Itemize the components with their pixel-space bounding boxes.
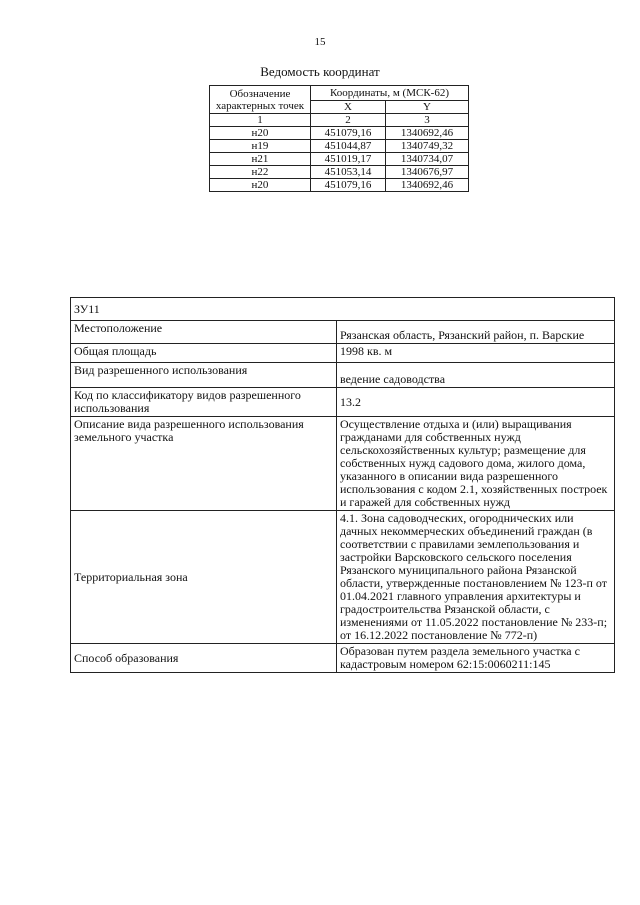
location-label: Местоположение (71, 321, 337, 344)
territorial-zone-row (71, 511, 615, 644)
y-value: 1340734,07 (385, 153, 468, 166)
coordinate-row (210, 153, 469, 166)
coordinates-header-row (210, 86, 469, 101)
y-value: 1340749,32 (385, 140, 468, 153)
coords-label-header: Координаты, м (МСК-62) (311, 86, 469, 101)
classifier-code-label: Код по классификатору видов разрешенного использования (71, 388, 337, 417)
use-description-value: Осуществление отдыха и (или) выращивания гражданами для собственных нужд сельскохозяйственных культур; размещение для собственных нужд садового дома, жилого дома, указанного в описании вида разрешенного использования с кодом 2.1, хозяйственных построек и гаражей для собственных нужд (337, 417, 615, 511)
territorial-zone-value: 4.1. Зона садоводческих, огороднических или дачных некоммерческих объединений граждан (в соответствии с правилами землепользования и застройки Варсковского сельского поселения Рязанского муниципального района Рязанской области, утвержденные постановлением № 123-п от 01.04.2021 главного управления архитектуры и градостроительства Рязанской области, с изменениями от 11.05.2022 постановление № 233-п; от 16.12.2022 постановление № 772-п) (337, 511, 615, 644)
coordinates-title: Ведомость координат (260, 64, 380, 79)
point-name: н21 (210, 153, 311, 166)
y-header: Y (385, 101, 468, 114)
coordinates-colnum-row (210, 114, 469, 127)
permitted-use-label: Вид разрешенного использования (71, 363, 337, 388)
area-row (71, 344, 615, 363)
page-number: 15 (314, 36, 326, 48)
x-value: 451019,17 (311, 153, 386, 166)
coordinate-row (210, 127, 469, 140)
point-name: н22 (210, 166, 311, 179)
use-description-row (71, 417, 615, 511)
y-value: 1340692,46 (385, 179, 468, 192)
territorial-zone-label: Территориальная зона (71, 511, 337, 644)
point-label-header: Обозначение характерных точек (210, 86, 311, 114)
classifier-code-row (71, 388, 615, 417)
area-label: Общая площадь (71, 344, 337, 363)
col-number: 2 (311, 114, 386, 127)
plot-info-table (70, 297, 615, 673)
location-value: Рязанская область, Рязанский район, п. Варские (337, 321, 615, 344)
x-value: 451079,16 (311, 127, 386, 140)
point-name: н20 (210, 127, 311, 140)
plot-id-row (71, 298, 615, 321)
y-value: 1340676,97 (385, 166, 468, 179)
coordinate-row (210, 166, 469, 179)
y-value: 1340692,46 (385, 127, 468, 140)
permitted-use-value: ведение садоводства (337, 363, 615, 388)
location-row (71, 321, 615, 344)
x-value: 451079,16 (311, 179, 386, 192)
formation-method-value: Образован путем раздела земельного участка с кадастровым номером 62:15:0060211:145 (337, 644, 615, 673)
col-number: 3 (385, 114, 468, 127)
classifier-code-value: 13.2 (337, 388, 615, 417)
point-name: н19 (210, 140, 311, 153)
x-header: X (311, 101, 386, 114)
coordinate-row (210, 140, 469, 153)
coordinates-table (209, 85, 469, 192)
use-description-label: Описание вида разрешенного использования земельного участка (71, 417, 337, 511)
col-number: 1 (210, 114, 311, 127)
coordinate-row (210, 179, 469, 192)
x-value: 451044,87 (311, 140, 386, 153)
point-name: н20 (210, 179, 311, 192)
x-value: 451053,14 (311, 166, 386, 179)
plot-id: ЗУ11 (71, 298, 615, 321)
formation-method-row (71, 644, 615, 673)
area-value: 1998 кв. м (337, 344, 615, 363)
formation-method-label: Способ образования (71, 644, 337, 673)
permitted-use-row (71, 363, 615, 388)
